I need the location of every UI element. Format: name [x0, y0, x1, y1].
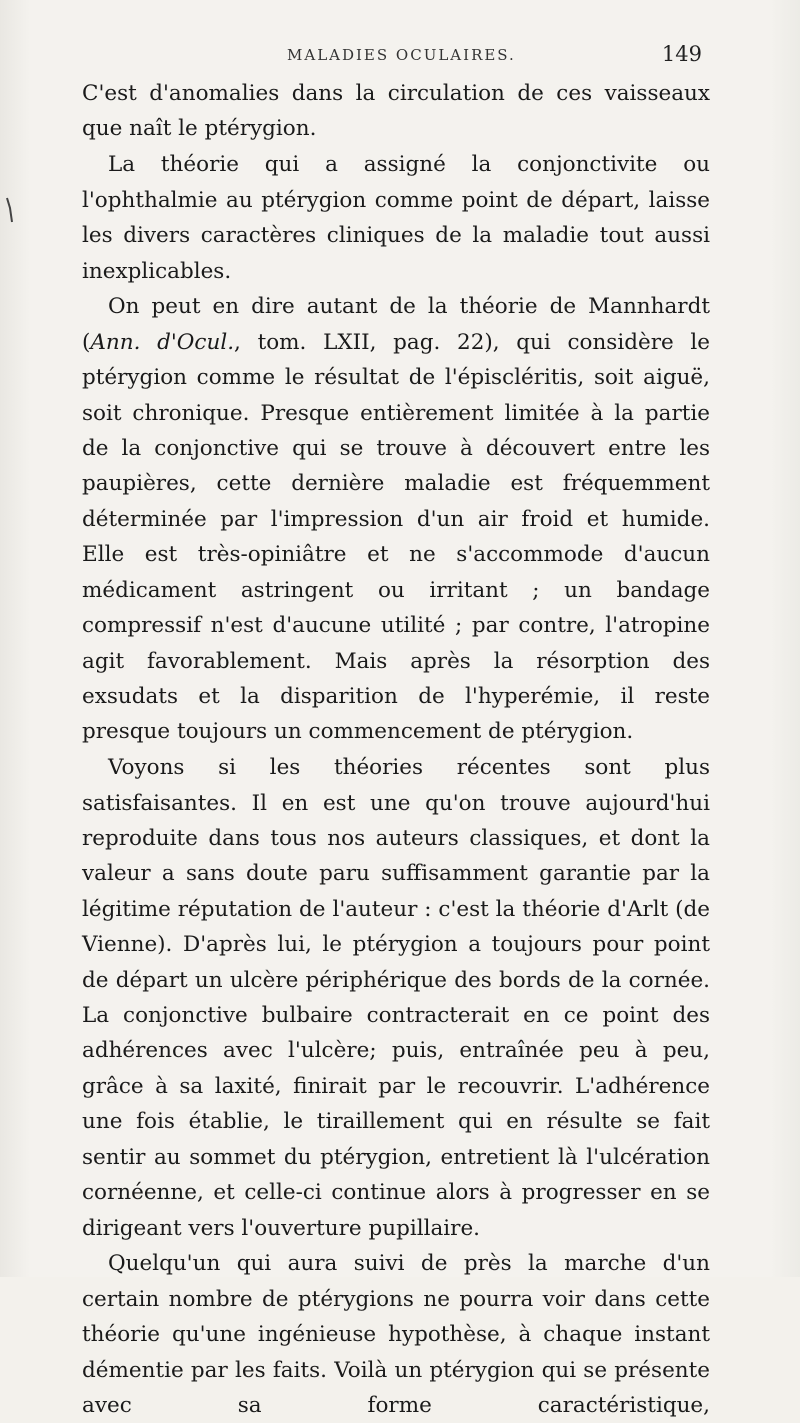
page-header [82, 42, 702, 72]
paragraph-4-text: Voyons si les théories récentes sont plus satisfaisantes. Il en est une qu'on trouve aujourd'hui reproduite dans tous nos auteurs classiques, et dont la valeur a sans doute paru suffisamment garantie par la légitime réputation de l'auteur : c'est la théorie d'Arlt (de Vienne). D'après lui, le ptérygion a toujours pour point de départ un ulcère périphérique des bords de la cornée. La conjonctive bulbaire contracterait en ce point des adhérences avec l'ulcère; puis, entraînée peu à peu, grâce à sa laxité, finirait par le recouvrir. L'adhérence une fois établie, le tiraillement qui en résulte se fait sentir au sommet du ptérygion, entretient là l'ulcération cornéenne, et celle-ci continue alors à progresser en se dirigeant vers l'ouverture pupillaire. [82, 755, 710, 1241]
paragraph-5 [82, 1246, 710, 1423]
journal-citation: Ann. d'Ocul. [90, 329, 235, 355]
paragraph-1 [82, 76, 710, 147]
paragraph-2-text: La théorie qui a assigné la conjonctivite ou l'ophthalmie au ptérygion comme point de départ, laisse les divers caractères cliniques de la maladie tout aussi inexplicables. [82, 152, 710, 284]
body-text [82, 76, 710, 1423]
paragraph-4 [82, 750, 710, 1246]
paragraph-1-text: C'est d'anomalies dans la circulation de ces vaisseaux que naît le ptérygion. [82, 81, 710, 142]
paragraph-2 [82, 147, 710, 289]
paragraph-3-text-b: , tom. LXII, pag. 22), qui considère le ptérygion comme le résultat de l'épiscléritis, soit aiguë, soit chronique. Presque entièrement limitée à la partie de la conjonctive qui se trouve à découvert entre les paupières, cette dernière maladie est fréquemment déterminée par l'impression d'un air froid et humide. Elle est très-opiniâtre et ne s'accommode d'aucun médicament astringent ou irritant ; un bandage compressif n'est d'aucune utilité ; par contre, l'atropine agit favorablement. Mais après la résorption des exsudats et la disparition de l'hyperémie, il reste presque toujours un commencement de ptérygion. [82, 329, 710, 745]
running-head: MALADIES OCULAIRES. [287, 46, 516, 64]
margin-mark [4, 196, 14, 226]
paragraph-3-text-a: On peut en dire autant de la théorie de Mannhardt ( [82, 294, 710, 355]
page-number: 149 [661, 42, 702, 66]
paragraph-5-text: Quelqu'un qui aura suivi de près la marche d'un certain nombre de ptérygions ne pourra voir dans cette théorie qu'une ingénieuse hypothèse, à chaque instant démentie par les faits. Voilà un ptérygion qui se présente avec sa forme caractéristique, [82, 1251, 710, 1419]
paragraph-3 [82, 289, 710, 749]
